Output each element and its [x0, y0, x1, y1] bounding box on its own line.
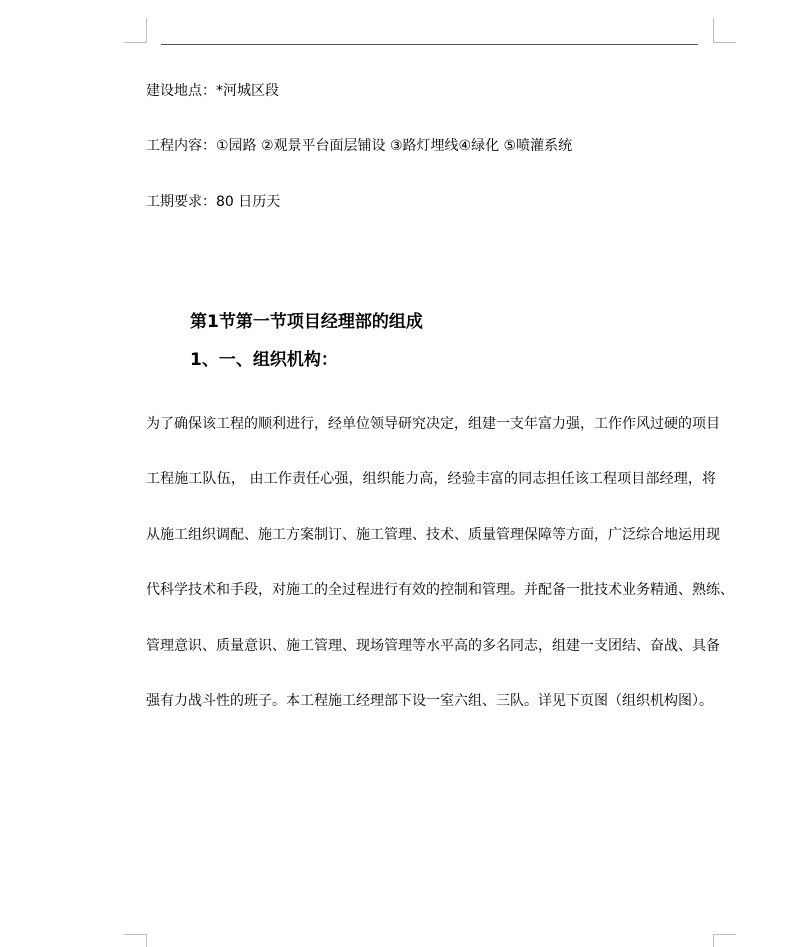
- paragraph-line: 从施工组织调配、施工方案制订、施工管理、技术、质量管理保障等方面，广泛综合地运用现: [146, 527, 720, 543]
- location-line: 建设地点：*河城区段: [146, 83, 279, 99]
- content-line: 工程内容：①园路 ②观景平台面层铺设 ③路灯埋线④绿化 ⑤喷灌系统: [146, 138, 573, 154]
- crop-mark-top-right: [713, 18, 736, 43]
- crop-mark-top-left: [124, 18, 147, 43]
- crop-mark-bottom-left: [124, 934, 147, 947]
- crop-mark-bottom-right: [713, 934, 736, 947]
- paragraph-line: 管理意识、质量意识、施工管理、现场管理等水平高的多名同志，组建一支团结、奋战、具备: [146, 638, 720, 654]
- paragraph-line: 工程施工队伍， 由工作责任心强，组织能力高，经验丰富的同志担任该工程项目部经理，将: [146, 471, 716, 487]
- paragraph-line: 为了确保该工程的顺利进行，经单位领导研究决定，组建一支年富力强，工作作风过硬的项目: [146, 416, 720, 432]
- paragraph-line: 代科学技术和手段，对施工的全过程进行有效的控制和管理。并配备一批技术业务精通、熟练、: [146, 582, 734, 598]
- subsection-heading: 1、一、组织机构：: [190, 350, 338, 370]
- paragraph-line: 强有力战斗性的班子。本工程施工经理部下设一室六组、三队。详见下页图（组织机构图）。: [146, 693, 713, 709]
- header-rule: [161, 44, 698, 45]
- duration-line: 工期要求：80 日历天: [146, 194, 281, 210]
- section-heading: 第1节第一节项目经理部的组成: [190, 312, 423, 332]
